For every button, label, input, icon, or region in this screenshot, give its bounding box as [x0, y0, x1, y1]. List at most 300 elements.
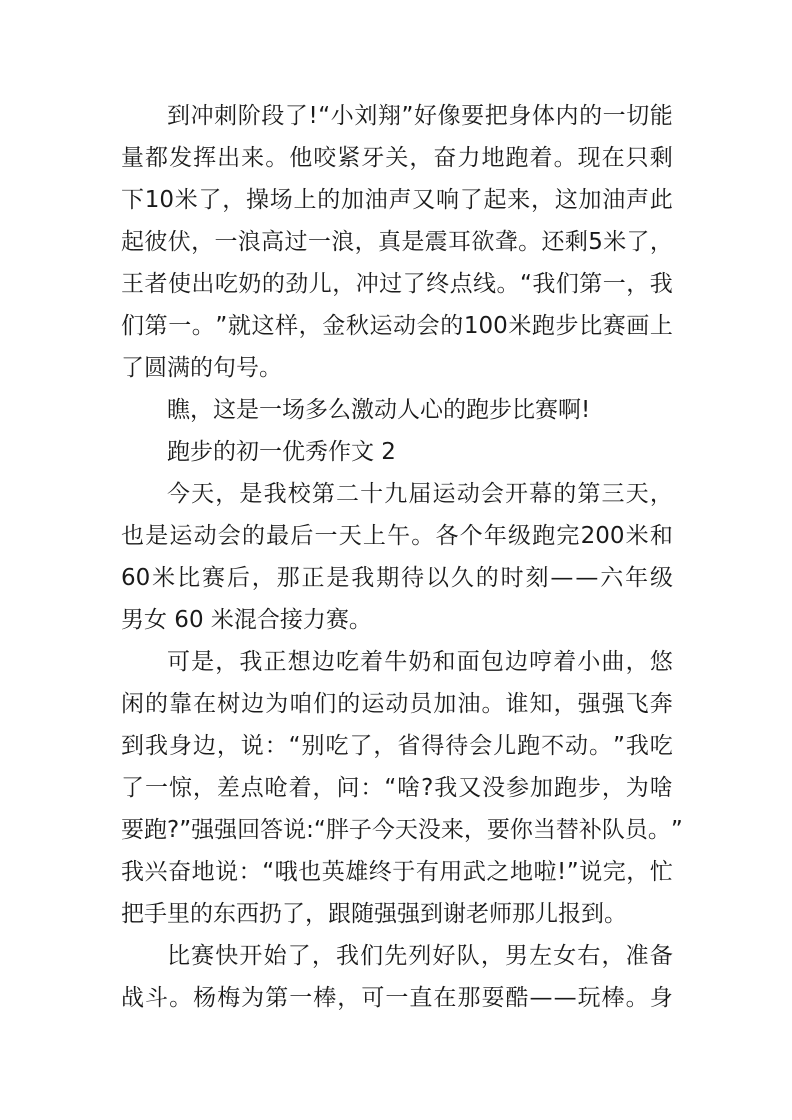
text-glyph: 酷 [505, 985, 529, 1011]
text-glyph: 一 [307, 229, 331, 255]
text-glyph: 为 [241, 985, 265, 1011]
text-glyph: ， [601, 775, 625, 801]
text-glyph: 了 [121, 775, 144, 801]
text-glyph: 体 [531, 103, 555, 129]
text-glyph: 这 [251, 313, 275, 339]
text-glyph: 是 [239, 481, 263, 507]
text-glyph: 奶 [238, 271, 262, 297]
text-glyph: 是 [326, 565, 350, 591]
text-glyph: 你 [509, 817, 533, 843]
text-glyph: ， [191, 229, 215, 255]
text-glyph: 运 [169, 523, 193, 549]
text-glyph: 他 [289, 145, 313, 171]
text-glyph: 。 [481, 691, 505, 717]
text-glyph: 秋 [345, 313, 369, 339]
text-glyph: 六 [600, 565, 624, 591]
text-glyph: 个 [459, 523, 483, 549]
text-glyph: 了 [626, 229, 650, 255]
text-glyph: 比 [177, 565, 201, 591]
text-glyph: 地 [509, 859, 533, 885]
text-glyph: ， [649, 481, 673, 507]
text-glyph: 声 [388, 187, 412, 213]
text-glyph: 我 [532, 271, 556, 297]
text-glyph: 完 [602, 859, 626, 885]
text-glyph: 量 [121, 145, 144, 171]
text-glyph: 第 [577, 481, 601, 507]
text-glyph: 跑 [144, 817, 167, 843]
text-glyph: 油 [364, 187, 388, 213]
text-glyph: 。 [625, 985, 649, 1011]
text-glyph: ， [409, 145, 433, 171]
text-glyph: 会 [217, 523, 241, 549]
text-glyph: 一 [144, 775, 168, 801]
text-glyph: 把 [484, 103, 508, 129]
text-glyph: ， [463, 817, 487, 843]
text-glyph: 剩 [564, 229, 588, 255]
text-glyph: 的 [579, 103, 603, 129]
text-glyph: 英 [321, 859, 345, 885]
text-glyph: 终 [368, 859, 392, 885]
text-glyph: 吃 [325, 733, 349, 759]
text-glyph: “ [318, 103, 331, 129]
text-glyph: 没 [417, 817, 441, 843]
text-glyph: 快 [215, 943, 239, 969]
text-glyph: 参 [506, 775, 530, 801]
text-glyph: ， [531, 187, 555, 213]
text-glyph: 浪 [237, 229, 261, 255]
text-glyph: 。 [647, 817, 671, 843]
text-glyph: 可 [167, 649, 190, 675]
text-glyph: 雄 [345, 859, 369, 885]
text-glyph: 了 [349, 733, 373, 759]
text-glyph: 我 [263, 481, 287, 507]
text-glyph: 午 [387, 523, 411, 549]
text-glyph: 点 [449, 271, 473, 297]
text-glyph: ? [421, 775, 434, 801]
text-glyph: 起 [121, 229, 144, 255]
text-glyph: ” [179, 817, 192, 843]
text-glyph: 样 [275, 313, 299, 339]
text-glyph: ， [553, 691, 577, 717]
text-glyph: ” [401, 103, 414, 129]
text-glyph: 会 [480, 481, 504, 507]
text-glyph: 第 [311, 481, 335, 507]
text-glyph: 一 [168, 313, 192, 339]
text-glyph: 只 [625, 145, 649, 171]
text-line [121, 641, 673, 683]
text-glyph: 线 [473, 271, 497, 297]
text-glyph: 耳 [448, 229, 472, 255]
text-glyph: “ [384, 775, 397, 801]
text-glyph: 那 [457, 985, 481, 1011]
text-glyph: 冲 [355, 271, 379, 297]
text-glyph: ： [360, 775, 384, 801]
text-glyph: 过 [379, 271, 403, 297]
text-glyph: 九 [384, 481, 408, 507]
text-glyph: 咱 [289, 691, 313, 717]
text-glyph: 备 [649, 943, 673, 969]
text-glyph: 跑 [532, 523, 556, 549]
text-glyph: ， [354, 229, 378, 255]
text-line: 瞧，这是一场多么激动人心的跑步比赛啊! [167, 397, 591, 423]
text-glyph: 直 [409, 985, 433, 1011]
text-line: 把手里的东西扔了，跟随强强到谢老师那儿报到。 [121, 901, 627, 927]
text-glyph: 要 [121, 817, 144, 843]
text-glyph: 100 [463, 313, 508, 339]
text-glyph: 校 [287, 481, 311, 507]
text-glyph: 点 [240, 775, 264, 801]
text-glyph: 吃 [335, 649, 359, 675]
text-glyph: 跑 [505, 145, 529, 171]
text-glyph: 地 [481, 145, 505, 171]
text-glyph: 出 [191, 271, 215, 297]
text-glyph: 待 [401, 565, 425, 591]
text-glyph: 赛 [201, 565, 225, 591]
text-glyph: 包 [480, 649, 504, 675]
text-glyph: 上 [293, 187, 317, 213]
text-glyph: 女 [553, 943, 577, 969]
text-glyph: 动 [393, 313, 417, 339]
text-glyph: 也 [121, 523, 144, 549]
text-glyph: 惊 [168, 775, 192, 801]
text-glyph: ， [222, 187, 246, 213]
text-glyph: 第 [144, 313, 168, 339]
text-glyph: 边 [504, 649, 528, 675]
text-glyph: 悠 [649, 649, 673, 675]
text-glyph: “ [262, 859, 275, 885]
text-glyph: 。 [496, 271, 520, 297]
text-glyph: 场 [269, 187, 293, 213]
text-glyph: 我 [351, 565, 375, 591]
text-glyph: 强 [601, 691, 625, 717]
text-glyph: 动 [193, 523, 217, 549]
text-glyph: ， [332, 271, 356, 297]
text-glyph: ： [264, 733, 288, 759]
text-glyph: 会 [416, 313, 440, 339]
text-glyph: 段 [261, 103, 285, 129]
text-glyph: 现 [577, 145, 601, 171]
text-glyph: 要 [486, 817, 510, 843]
text-line [121, 809, 683, 851]
text-glyph: 动 [456, 481, 480, 507]
text-glyph: 来 [241, 145, 265, 171]
text-glyph: 男 [504, 943, 528, 969]
text-glyph: 边 [192, 733, 216, 759]
text-glyph: 的 [553, 481, 577, 507]
text-glyph: ， [337, 985, 361, 1011]
text-glyph: 能 [649, 103, 673, 129]
text-glyph: ” [612, 733, 625, 759]
text-glyph: 知 [529, 691, 553, 717]
text-line [121, 473, 673, 515]
text-glyph: 员 [409, 691, 433, 717]
text-glyph: 米 [603, 229, 627, 255]
text-glyph: 可 [361, 985, 385, 1011]
text-glyph: 谁 [505, 691, 529, 717]
text-glyph: 着 [360, 649, 384, 675]
text-glyph: 力 [457, 145, 481, 171]
text-glyph: 牙 [361, 145, 385, 171]
text-glyph: 来 [440, 817, 464, 843]
text-glyph: 差 [216, 775, 240, 801]
text-glyph: 步 [555, 313, 579, 339]
text-glyph: 我 [121, 859, 144, 885]
text-glyph: 们 [555, 271, 579, 297]
text-line [121, 179, 673, 221]
text-glyph: 队 [601, 817, 625, 843]
text-glyph: 加 [578, 187, 602, 213]
text-glyph: 边 [241, 691, 265, 717]
text-glyph: ， [626, 859, 650, 885]
text-glyph: 今 [371, 817, 395, 843]
text-line [121, 977, 673, 1019]
text-glyph: 届 [408, 481, 432, 507]
text-line [121, 221, 673, 263]
text-glyph: 加 [530, 775, 554, 801]
text-glyph: — [550, 565, 574, 591]
text-glyph: 准 [625, 943, 649, 969]
text-glyph: 各 [435, 523, 459, 549]
text-glyph: 画 [626, 313, 650, 339]
text-glyph: 右 [577, 943, 601, 969]
text-glyph: 说 [283, 817, 307, 843]
text-glyph: 奔 [649, 691, 673, 717]
text-line [121, 515, 673, 557]
text-glyph: 牛 [384, 649, 408, 675]
text-glyph: 队 [456, 943, 480, 969]
text-glyph: 过 [284, 229, 308, 255]
text-glyph: 还 [541, 229, 565, 255]
text-glyph: 聋 [494, 229, 518, 255]
text-glyph: 地 [191, 859, 215, 885]
text-glyph: 战 [121, 985, 144, 1011]
text-glyph: 玩 [577, 985, 601, 1011]
text-glyph: 武 [462, 859, 486, 885]
text-glyph: 年 [483, 523, 507, 549]
text-glyph: 以 [425, 565, 449, 591]
text-glyph: ， [649, 229, 673, 255]
text-glyph: 挥 [193, 145, 217, 171]
text-glyph: 回 [237, 817, 261, 843]
text-glyph: 年 [625, 565, 649, 591]
text-glyph: 跑 [517, 733, 541, 759]
text-glyph: 跑 [553, 775, 577, 801]
text-glyph: 为 [625, 775, 649, 801]
text-glyph: 我 [649, 271, 673, 297]
article-body [121, 95, 683, 1019]
text-glyph: 好 [414, 103, 438, 129]
text-glyph: ” [670, 817, 683, 843]
text-glyph: 天 [394, 817, 418, 843]
text-glyph: 声 [626, 187, 650, 213]
text-glyph: 来 [507, 187, 531, 213]
text-glyph: 油 [457, 691, 481, 717]
text-glyph: ， [626, 271, 650, 297]
text-glyph: 赛 [602, 313, 626, 339]
text-glyph: 儿 [493, 733, 517, 759]
text-glyph: 切 [626, 103, 650, 129]
text-glyph: 强 [577, 691, 601, 717]
text-glyph: 在 [433, 985, 457, 1011]
text-glyph: 加 [341, 187, 365, 213]
text-glyph: 奋 [168, 859, 192, 885]
text-glyph: 始 [263, 943, 287, 969]
text-glyph: 。 [191, 313, 215, 339]
text-glyph: 会 [469, 733, 493, 759]
text-line [121, 305, 673, 347]
text-glyph: 紧 [337, 145, 361, 171]
text-glyph: 杨 [193, 985, 217, 1011]
text-glyph: 震 [424, 229, 448, 255]
text-glyph: 动 [385, 691, 409, 717]
text-glyph: 们 [360, 943, 384, 969]
text-glyph: 的 [475, 565, 499, 591]
text-glyph: ， [625, 649, 649, 675]
text-glyph: 的 [261, 271, 285, 297]
text-glyph: 一 [289, 985, 313, 1011]
text-glyph: 都 [145, 145, 169, 171]
text-glyph: 此 [649, 187, 673, 213]
text-glyph: 了 [402, 271, 426, 297]
text-line [121, 851, 673, 893]
text-glyph: 金 [322, 313, 346, 339]
text-line [121, 263, 673, 305]
text-glyph: 用 [439, 859, 463, 885]
text-glyph: 树 [217, 691, 241, 717]
text-glyph: 是 [401, 229, 425, 255]
text-glyph: 奋 [433, 145, 457, 171]
text-glyph: 为 [265, 691, 289, 717]
text-glyph: 们 [313, 691, 337, 717]
text-glyph: 强 [191, 817, 215, 843]
text-glyph: ， [192, 775, 216, 801]
text-glyph: 在 [601, 145, 625, 171]
text-glyph: 后 [290, 523, 314, 549]
text-glyph: ? [167, 817, 180, 843]
text-glyph: ! [557, 859, 567, 885]
text-glyph: 正 [301, 565, 325, 591]
text-glyph: ， [311, 943, 335, 969]
text-glyph: 儿 [308, 271, 332, 297]
text-glyph: 小 [330, 103, 354, 129]
text-glyph: 步 [577, 775, 601, 801]
text-glyph: 补 [578, 817, 602, 843]
text-glyph: 哼 [529, 649, 553, 675]
text-glyph: “ [313, 817, 326, 843]
text-glyph: 啥 [649, 775, 673, 801]
text-glyph: 开 [504, 481, 528, 507]
text-glyph: 伏 [167, 229, 191, 255]
text-glyph: 级 [649, 565, 673, 591]
text-glyph: ! [308, 103, 318, 129]
text-glyph: 梅 [217, 985, 241, 1011]
text-glyph: 一 [314, 523, 338, 549]
text-glyph: “ [288, 733, 301, 759]
text-glyph: 出 [217, 145, 241, 171]
text-glyph: 忙 [649, 859, 673, 885]
text-glyph: 响 [436, 187, 460, 213]
text-glyph: 60 [121, 565, 151, 591]
text-glyph: 和 [432, 649, 456, 675]
text-glyph: 小 [577, 649, 601, 675]
text-line [121, 935, 673, 977]
text-glyph: 天 [191, 481, 215, 507]
text-glyph: 强 [214, 817, 238, 843]
text-glyph: 不 [541, 733, 565, 759]
text-glyph: — [575, 565, 599, 591]
text-glyph: 跑 [531, 313, 555, 339]
text-glyph: 运 [369, 313, 393, 339]
text-glyph: 一 [214, 229, 238, 255]
text-glyph: 内 [555, 103, 579, 129]
text-glyph: ， [216, 733, 240, 759]
text-glyph: 期 [376, 565, 400, 591]
text-glyph: ， [215, 481, 239, 507]
text-glyph: 运 [361, 691, 385, 717]
text-glyph: 。 [518, 229, 542, 255]
text-glyph: 棒 [313, 985, 337, 1011]
text-glyph: 后 [226, 565, 250, 591]
text-glyph: 我 [335, 943, 359, 969]
text-glyph: 飞 [625, 691, 649, 717]
text-glyph: 兴 [144, 859, 168, 885]
text-glyph: 身 [168, 733, 192, 759]
text-glyph: 身 [508, 103, 532, 129]
text-glyph: 开 [239, 943, 263, 969]
text-glyph: 闲 [121, 691, 144, 717]
text-glyph: 浪 [331, 229, 355, 255]
text-glyph: 起 [483, 187, 507, 213]
text-glyph: 王 [121, 271, 144, 297]
text-glyph: ， [601, 943, 625, 969]
text-glyph: 200 [580, 523, 625, 549]
text-glyph: 翔 [377, 103, 401, 129]
text-glyph: ， [312, 775, 336, 801]
text-glyph: 在 [193, 691, 217, 717]
text-glyph: 边 [311, 649, 335, 675]
text-glyph: ， [251, 565, 275, 591]
text-glyph: 省 [397, 733, 421, 759]
text-line [121, 137, 673, 179]
text-glyph: 。 [588, 733, 612, 759]
text-glyph: 米 [508, 313, 532, 339]
text-glyph: ， [480, 943, 504, 969]
text-glyph: 又 [458, 775, 482, 801]
text-glyph: 咬 [313, 145, 337, 171]
text-glyph: 比 [579, 313, 603, 339]
text-glyph: 刺 [214, 103, 238, 129]
text-glyph: 曲 [601, 649, 625, 675]
text-line [121, 767, 673, 809]
text-glyph: 天 [625, 481, 649, 507]
text-glyph: 高 [261, 229, 285, 255]
text-glyph: ” [566, 859, 579, 885]
text-glyph: 到 [121, 733, 144, 759]
text-glyph: 。 [169, 985, 193, 1011]
text-glyph: : [306, 817, 314, 843]
text-glyph: 三 [601, 481, 625, 507]
text-glyph: 上 [649, 313, 673, 339]
text-glyph: 啥 [397, 775, 421, 801]
text-glyph: 赛 [191, 943, 215, 969]
text-glyph: 我 [239, 649, 263, 675]
text-glyph: 斗 [145, 985, 169, 1011]
text-glyph: 奶 [408, 649, 432, 675]
text-line [121, 95, 673, 137]
text-line: 跑步的初一优秀作文 2 [167, 439, 396, 465]
text-glyph: 也 [298, 859, 322, 885]
text-line [121, 725, 673, 767]
